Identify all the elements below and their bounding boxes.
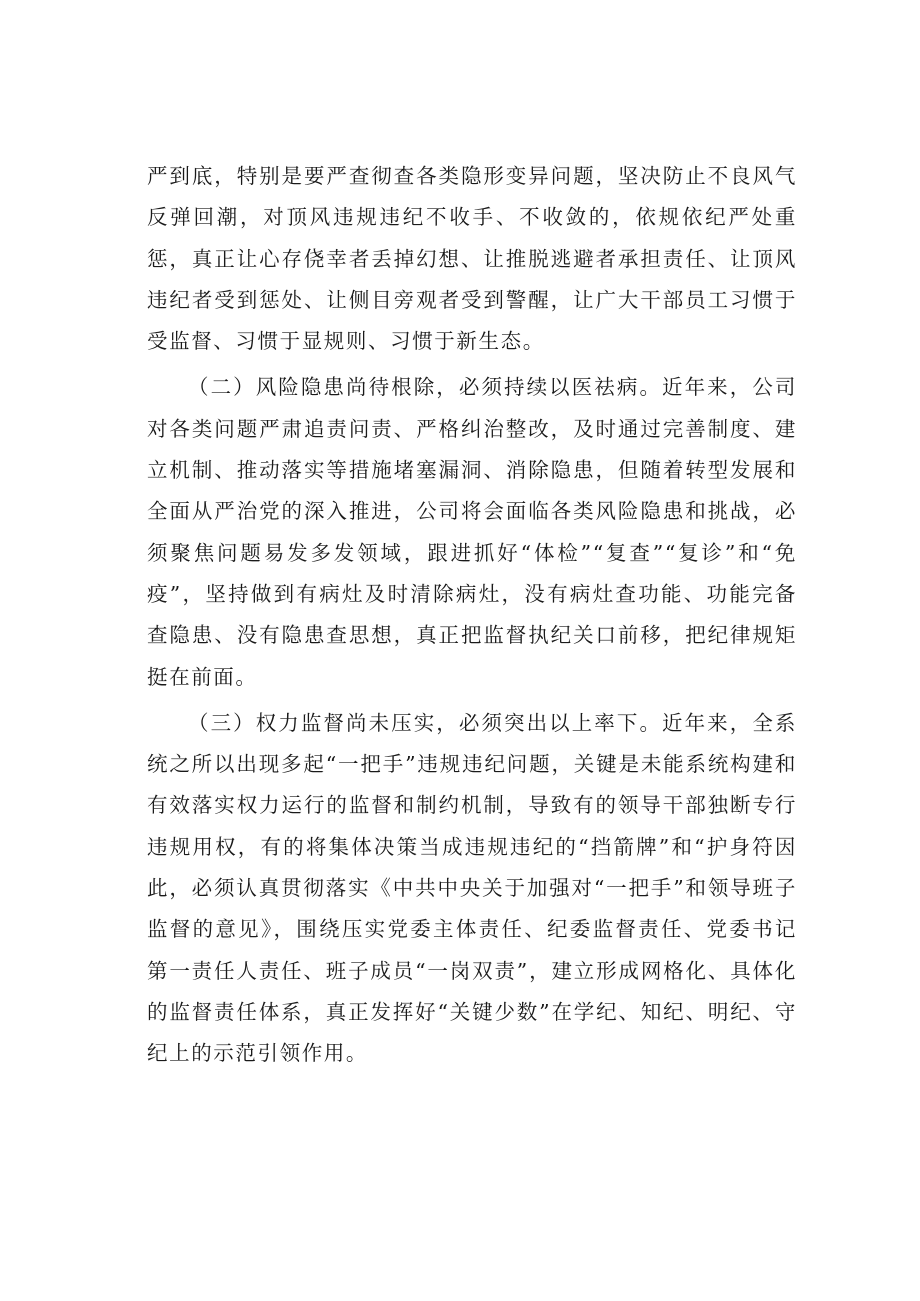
- paragraph-section-two: （二）风险隐患尚待根除，必须持续以医祛病。近年来，公司对各类问题严肃追责问责、严格纠治整改，及时通过完善制度、建立机制、推动落实等措施堵塞漏洞、消除隐患，但随着转型发展和全面从严治党的深入推进，公司将会面临各类风险隐患和挑战，必须聚焦问题易发多发领域，跟进抓好“体检”“复查”“复诊”和“免疫”，坚持做到有病灶及时清除病灶，没有病灶查功能、功能完备查隐患、没有隐患查思想，真正把监督执纪关口前移，把纪律规矩挺在前面。: [147, 375, 797, 689]
- paragraph-section-three: （三）权力监督尚未压实，必须突出以上率下。近年来，全系统之所以出现多起“一把手”违规违纪问题，关键是未能系统构建和有效落实权力运行的监督和制约机制，导致有的领导干部独断专行违规用权，有的将集体决策当成违规违纪的“挡箭牌”和“护身符因此，必须认真贯彻落实《中共中央关于加强对“一把手”和领导班子监督的意见》，围绕压实党委主体责任、纪委监督责任、党委书记第一责任人责任、班子成员“一岗双责”，建立形成网格化、具体化的监督责任体系，真正发挥好“关键少数”在学纪、知纪、明纪、守纪上的示范引领作用。: [147, 710, 797, 1066]
- document-body: [147, 156, 797, 1080]
- paragraph-continuation: 严到底，特别是要严查彻查各类隐形变异问题，坚决防止不良风气反弹回潮，对顶风违规违纪不收手、不收敛的，依规依纪严处重惩，真正让心存侥幸者丢掉幻想、让推脱逃避者承担责任、让顶风违纪者受到惩处、让侧目旁观者受到警醒，让广大干部员工习惯于受监督、习惯于显规则、习惯于新生态。: [147, 164, 797, 354]
